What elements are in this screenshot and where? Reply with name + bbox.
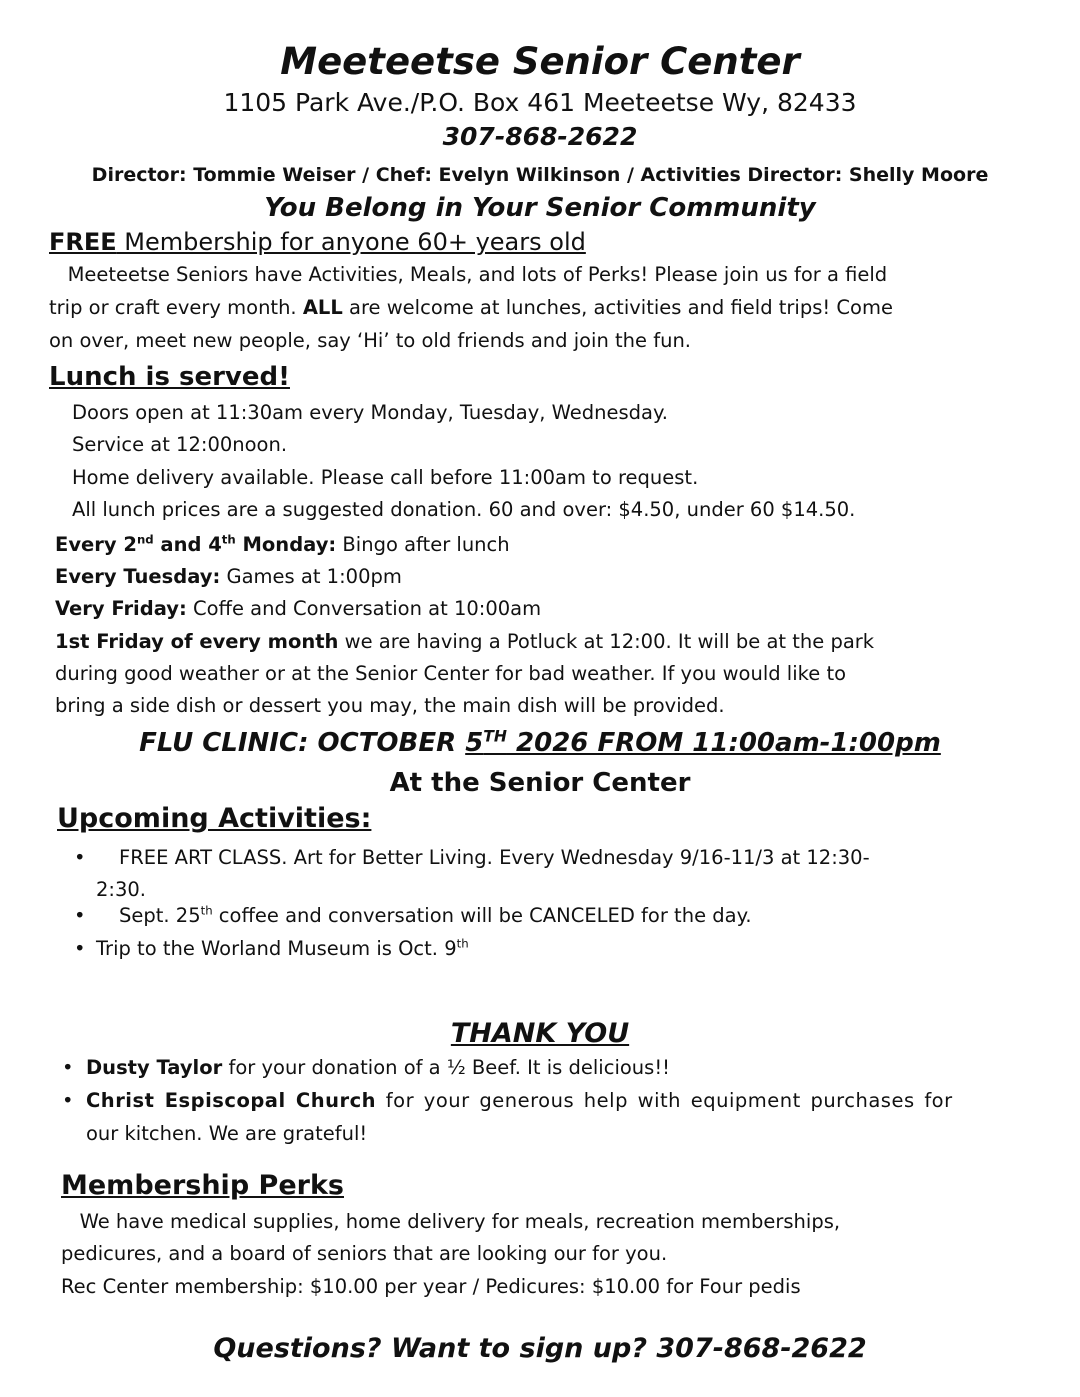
lunch-line-4: All lunch prices are a suggested donation. 60 and over: $4.50, under 60 $14.50. <box>72 498 856 521</box>
slogan: You Belong in Your Senior Community <box>264 193 816 223</box>
flu-clinic-line <box>0 728 1080 758</box>
activity-3-text <box>96 937 469 960</box>
footer-contact: Questions? Want to sign up? 307-868-2622 <box>213 1333 867 1364</box>
thanks-1-text <box>86 1056 670 1079</box>
tuesday-text: Games at 1:00pm <box>220 565 402 588</box>
activity-1-line-2: 2:30. <box>96 878 146 901</box>
perks-line-3: Rec Center membership: $10.00 per year / Pedicures: $10.00 for Four pedis <box>61 1275 801 1298</box>
potluck-line-3: bring a side dish or dessert you may, the main dish will be provided. <box>55 694 725 717</box>
thank-you-heading: THANK YOU <box>450 1018 630 1049</box>
bullet-glyph: • <box>74 904 86 927</box>
free-word: FREE <box>49 228 117 256</box>
potluck-line-1 <box>55 626 874 659</box>
page-title: Meeteetse Senior Center <box>280 40 800 83</box>
bingo-and: and 4 <box>153 533 222 556</box>
flu-day-sup: TH <box>483 727 507 746</box>
bingo-line <box>55 529 510 562</box>
free-membership-line <box>49 228 586 256</box>
thanks-1-name: Dusty Taylor <box>86 1056 223 1079</box>
friday-text: Coffe and Conversation at 10:00am <box>186 597 542 620</box>
lunch-heading: Lunch is served! <box>49 362 290 392</box>
bingo-text: Bingo after lunch <box>336 533 510 556</box>
potluck-label: 1st Friday of every month <box>55 630 339 653</box>
potluck-text-1: we are having a Potluck at 12:00. It will be at the park <box>338 630 875 653</box>
intro-line-2 <box>49 291 893 324</box>
lunch-line-2: Service at 12:00noon. <box>72 433 288 456</box>
intro-line-1: Meeteetse Seniors have Activities, Meals, and lots of Perks! Please join us for a field <box>49 263 888 286</box>
activities-heading: Upcoming Activities: <box>57 803 372 834</box>
intro-line-2a: trip or craft every month. <box>49 296 303 319</box>
lunch-line-1: Doors open at 11:30am every Monday, Tuesday, Wednesday. <box>72 401 668 424</box>
address: 1105 Park Ave./P.O. Box 461 Meeteetse Wy, 82433 <box>223 88 857 117</box>
bingo-nd: nd <box>136 532 154 547</box>
friday-line <box>55 593 541 626</box>
thanks-2-name: Christ Espiscopal Church <box>86 1089 377 1112</box>
intro-all-word: ALL <box>302 296 343 319</box>
thanks-1-rest: for your donation of a ½ Beef. It is delicious!! <box>222 1056 670 1079</box>
tuesday-line <box>55 561 402 594</box>
activity-2-sup: th <box>200 903 213 918</box>
activity-2-text <box>119 904 752 927</box>
activity-3-pre: Trip to the Worland Museum is Oct. 9 <box>96 937 457 960</box>
staff-line: Director: Tommie Weiser / Chef: Evelyn Wilkinson / Activities Director: Shelly Moore <box>91 164 989 186</box>
bingo-every: Every 2 <box>55 533 137 556</box>
flu-day: 5 <box>465 728 484 758</box>
bullet-glyph: • <box>74 937 86 960</box>
activity-2-post: coffee and conversation will be CANCELED for the day. <box>212 904 752 927</box>
phone-number: 307-868-2622 <box>442 122 638 151</box>
perks-line-1: We have medical supplies, home delivery for meals, recreation memberships, <box>61 1210 841 1233</box>
activity-2-pre: Sept. 25 <box>119 904 201 927</box>
flu-location: At the Senior Center <box>389 768 691 798</box>
flu-prefix: FLU CLINIC: OCTOBER <box>139 728 466 758</box>
friday-label: Very Friday: <box>55 597 187 620</box>
bingo-th: th <box>221 532 236 547</box>
thanks-2-line-2: our kitchen. We are grateful! <box>86 1122 368 1145</box>
thanks-2-rest: for your generous help with equipment purchases for <box>376 1089 953 1112</box>
lunch-line-3: Home delivery available. Please call before 11:00am to request. <box>72 466 699 489</box>
bullet-glyph: • <box>62 1056 74 1079</box>
intro-line-3: on over, meet new people, say ‘Hi’ to old friends and join the fun. <box>49 329 692 352</box>
perks-line-2: pedicures, and a board of seniors that are looking our for you. <box>61 1242 668 1265</box>
thanks-2-text <box>86 1089 953 1112</box>
flu-suffix: 2026 FROM 11:00am-1:00pm <box>506 728 941 758</box>
activity-3-sup: th <box>456 936 469 951</box>
bullet-glyph: • <box>62 1089 74 1112</box>
tuesday-label: Every Tuesday: <box>55 565 221 588</box>
bingo-monday: Monday: <box>235 533 337 556</box>
intro-line-2b: are welcome at lunches, activities and field trips! Come <box>342 296 893 319</box>
free-rest: Membership for anyone 60+ years old <box>116 228 586 256</box>
potluck-line-2: during good weather or at the Senior Center for bad weather. If you would like to <box>55 662 847 685</box>
perks-heading: Membership Perks <box>61 1170 344 1201</box>
bullet-glyph: • <box>74 846 86 869</box>
activity-1-line-1: FREE ART CLASS. Art for Better Living. Every Wednesday 9/16-11/3 at 12:30- <box>119 846 870 869</box>
